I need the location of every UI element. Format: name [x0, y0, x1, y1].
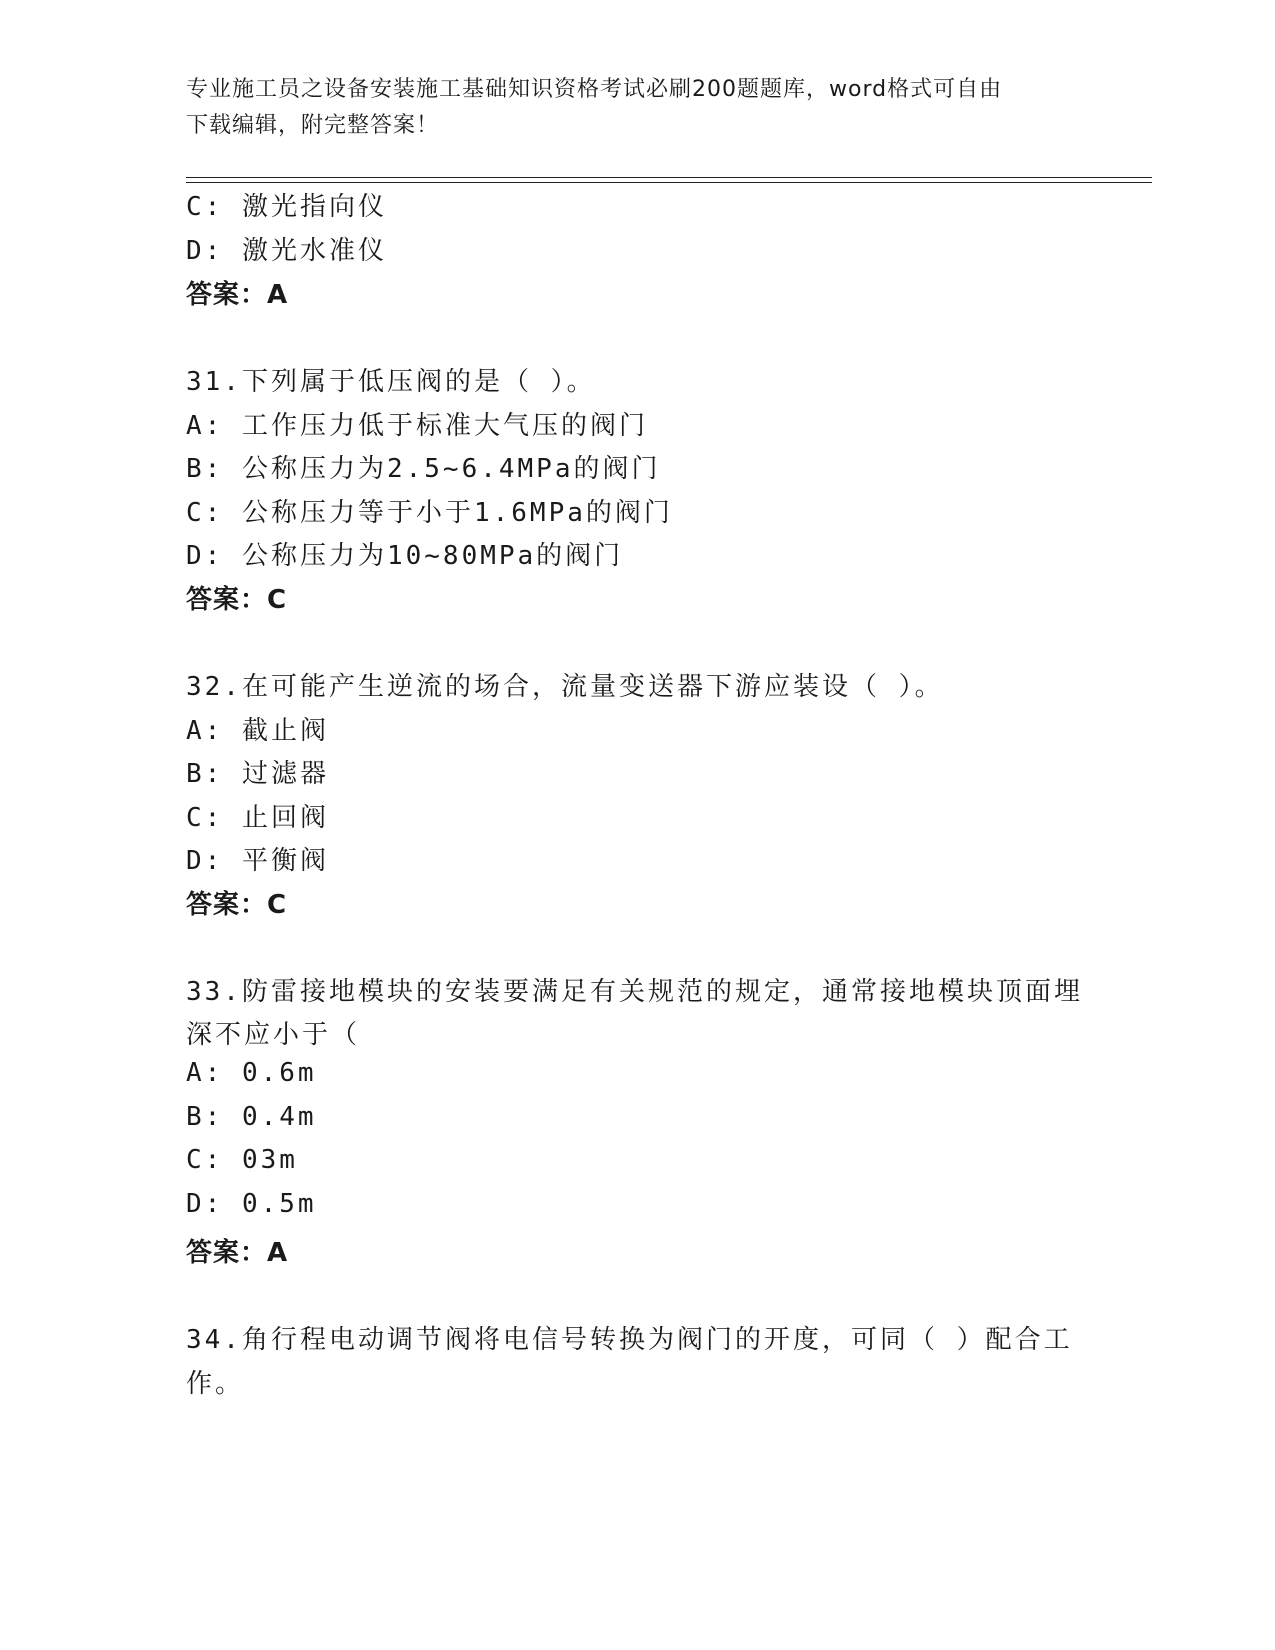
option-c: C: 03m: [186, 1145, 298, 1175]
answer: 答案：A: [186, 280, 289, 310]
header-line-2: 下载编辑，附完整答案！: [186, 113, 440, 138]
option-a: A: 工作压力低于标准大气压的阀门: [186, 411, 648, 441]
option-a: A: 截止阀: [186, 716, 329, 746]
question-stem-line-2: 作。: [186, 1369, 245, 1399]
question-stem: 32.在可能产生逆流的场合，流量变送器下游应装设（ ）。: [186, 672, 944, 702]
option-b: B: 过滤器: [186, 759, 329, 789]
option-d: D: 平衡阀: [186, 846, 329, 876]
option-a: A: 0.6m: [186, 1058, 317, 1088]
header-divider-top: [186, 177, 1152, 178]
document-header: [186, 72, 1086, 144]
question-stem-line-1: 34.角行程电动调节阀将电信号转换为阀门的开度，可同（ ）配合工: [186, 1325, 1073, 1355]
option-c: C: 公称压力等于小于1.6MPa的阀门: [186, 498, 673, 528]
answer: 答案：A: [186, 1238, 289, 1268]
option-b: B: 公称压力为2.5~6.4MPa的阀门: [186, 454, 661, 484]
question-stem: 31.下列属于低压阀的是（ ）。: [186, 367, 596, 397]
answer: 答案：C: [186, 890, 288, 920]
question-stem-line-2: 深不应小于（: [186, 1020, 361, 1050]
option-c: C: 止回阀: [186, 803, 329, 833]
header-divider-bottom: [186, 182, 1152, 183]
option-d: D: 0.5m: [186, 1189, 317, 1219]
option-c: C: 激光指向仪: [186, 192, 387, 222]
option-d: D: 激光水准仪: [186, 236, 387, 266]
answer: 答案：C: [186, 585, 288, 615]
header-line-1: 专业施工员之设备安装施工基础知识资格考试必刷200题题库，word格式可自由: [186, 77, 1003, 102]
question-stem-line-1: 33.防雷接地模块的安装要满足有关规范的规定，通常接地模块顶面埋: [186, 977, 1083, 1007]
option-d: D: 公称压力为10~80MPa的阀门: [186, 541, 624, 571]
option-b: B: 0.4m: [186, 1102, 317, 1132]
